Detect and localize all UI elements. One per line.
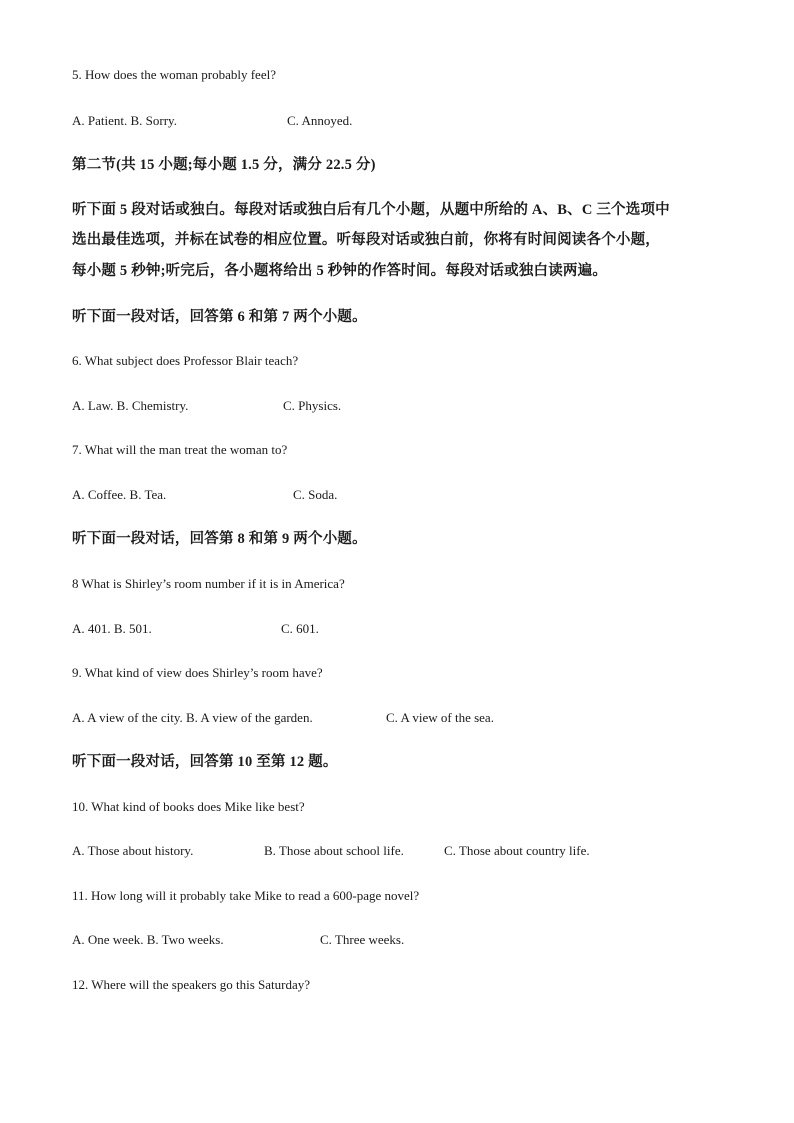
question-10-option-c: C. Those about country life. [444, 843, 590, 858]
question-7-options-ab: A. Coffee. B. Tea. [72, 487, 167, 502]
dialogue-heading-6-7: 听下面一段对话，回答第 6 和第 7 两个小题。 [72, 309, 367, 325]
question-6-option-c: C. Physics. [283, 398, 342, 413]
question-7: 7. What will the man treat the woman to? [72, 442, 288, 457]
dialogue-heading-10-12: 听下面一段对话，回答第 10 至第 12 题。 [72, 754, 338, 770]
question-9-option-c: C. A view of the sea. [386, 710, 494, 725]
section-2-instructions-line-3: 每小题 5 秒钟;听完后，各小题将给出 5 秒钟的作答时间。每段对话或独白读两遍。 [72, 263, 608, 279]
section-2-instructions-line-2: 选出最佳选项，并标在试卷的相应位置。听每段对话或独白前，你将有时间阅读各个小题， [72, 232, 660, 248]
question-11-options-ab: A. One week. B. Two weeks. [72, 932, 224, 947]
question-5-options-ab: A. Patient. B. Sorry. [72, 113, 177, 128]
question-8-option-c: C. 601. [281, 621, 319, 636]
question-8: 8 What is Shirley’s room number if it is in America? [72, 576, 345, 591]
question-10-option-a: A. Those about history. [72, 843, 194, 858]
question-7-option-c: C. Soda. [293, 487, 338, 502]
question-5: 5. How does the woman probably feel? [72, 67, 276, 82]
section-2-instructions-line-1: 听下面 5 段对话或独白。每段对话或独白后有几个小题，从题中所给的 A、B、C 三个选项中 [72, 202, 670, 218]
question-9: 9. What kind of view does Shirley’s room have? [72, 665, 323, 680]
question-11: 11. How long will it probably take Mike to read a 600-page novel? [72, 888, 420, 903]
question-6: 6. What subject does Professor Blair teach? [72, 353, 299, 368]
question-9-options-ab: A. A view of the city. B. A view of the garden. [72, 710, 313, 725]
question-8-options-ab: A. 401. B. 501. [72, 621, 152, 636]
question-5-option-c: C. Annoyed. [287, 113, 353, 128]
question-10: 10. What kind of books does Mike like best? [72, 799, 305, 814]
question-10-option-b: B. Those about school life. [264, 843, 404, 858]
question-12: 12. Where will the speakers go this Saturday? [72, 977, 311, 992]
dialogue-heading-8-9: 听下面一段对话，回答第 8 和第 9 两个小题。 [72, 531, 367, 547]
question-6-options-ab: A. Law. B. Chemistry. [72, 398, 189, 413]
section-2-title: 第二节(共 15 小题;每小题 1.5 分，满分 22.5 分) [72, 157, 376, 173]
question-11-option-c: C. Three weeks. [320, 932, 405, 947]
